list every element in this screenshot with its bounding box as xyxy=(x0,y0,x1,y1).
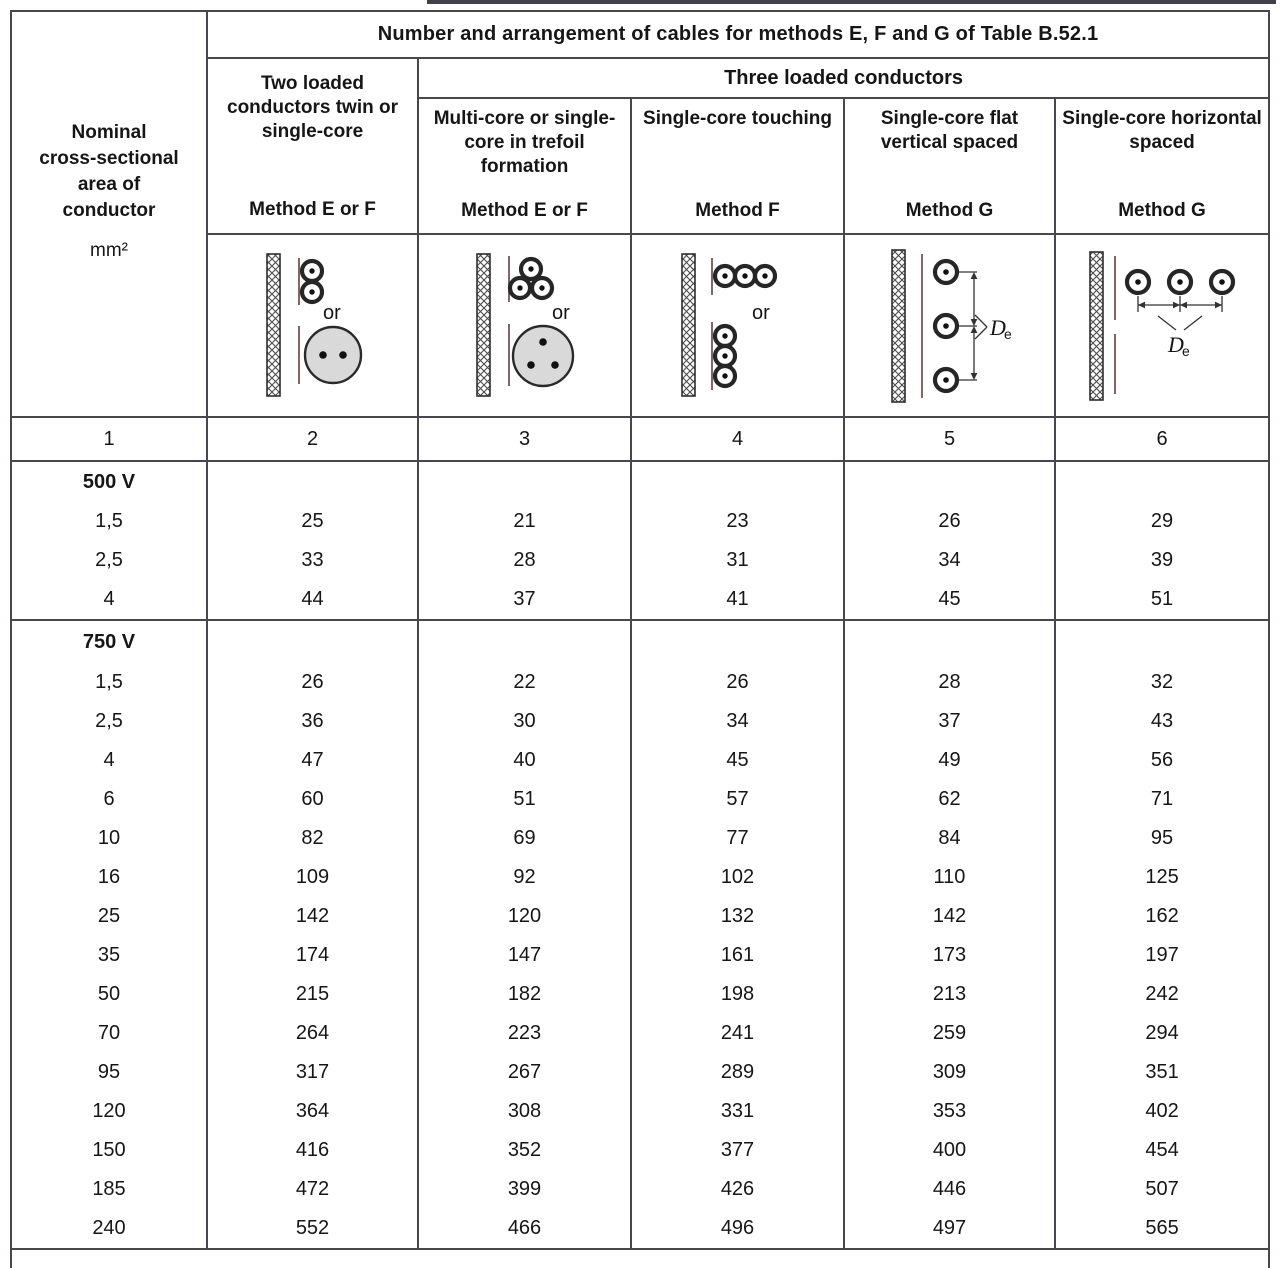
column-number: 3 xyxy=(418,417,631,461)
scan-artifact-line xyxy=(427,0,1276,4)
value-cell: 565 xyxy=(1055,1209,1269,1249)
diagram-cell xyxy=(631,234,844,417)
value-cell: 241 xyxy=(631,1014,844,1053)
column-number: 1 xyxy=(11,417,207,461)
value-cell: 197 xyxy=(1055,936,1269,975)
value-cell: 45 xyxy=(844,580,1055,620)
value-cell: 29 xyxy=(1055,502,1269,541)
size-cell: 4 xyxy=(11,580,207,620)
column-number-row xyxy=(11,417,1269,461)
value-cell: 142 xyxy=(844,897,1055,936)
table-row xyxy=(11,1131,1269,1170)
value-cell: 49 xyxy=(844,741,1055,780)
de-dimension-label: D xyxy=(989,314,1006,340)
size-cell: 70 xyxy=(11,1014,207,1053)
value-cell: 364 xyxy=(207,1092,418,1131)
value-cell: 37 xyxy=(418,580,631,620)
title-row xyxy=(11,11,1269,58)
size-cell: 16 xyxy=(11,858,207,897)
value-cell: 21 xyxy=(418,502,631,541)
value-cell: 223 xyxy=(418,1014,631,1053)
size-cell: 150 xyxy=(11,1131,207,1170)
value-cell: 26 xyxy=(631,663,844,702)
three-loaded-header: Three loaded conductors xyxy=(418,58,1269,98)
value-cell: 213 xyxy=(844,975,1055,1014)
or-label: or xyxy=(751,301,770,324)
col6-header-cell xyxy=(1055,98,1269,234)
value-cell: 352 xyxy=(418,1131,631,1170)
table-main-title: Number and arrangement of cables for methods E, F and G of Table B.52.1 xyxy=(207,11,1269,58)
value-cell: 331 xyxy=(631,1092,844,1131)
cable-capacity-table xyxy=(10,10,1270,1268)
value-cell: 44 xyxy=(207,580,418,620)
col1-header-cell xyxy=(11,11,207,417)
empty-cell xyxy=(207,461,418,502)
table-row xyxy=(11,702,1269,741)
empty-cell xyxy=(844,461,1055,502)
col1-title-line: Nominal xyxy=(71,122,147,143)
size-cell: 1,5 xyxy=(11,502,207,541)
size-cell: 6 xyxy=(11,780,207,819)
empty-cell xyxy=(418,620,631,663)
col1-title-line: cross-sectional xyxy=(39,148,179,169)
single-core-touching-diagram xyxy=(634,238,842,414)
value-cell: 69 xyxy=(418,819,631,858)
value-cell: 472 xyxy=(207,1170,418,1209)
value-cell: 28 xyxy=(844,663,1055,702)
value-cell: 309 xyxy=(844,1053,1055,1092)
value-cell: 377 xyxy=(631,1131,844,1170)
table-row xyxy=(11,936,1269,975)
value-cell: 62 xyxy=(844,780,1055,819)
value-cell: 71 xyxy=(1055,780,1269,819)
col4-header-cell xyxy=(631,98,844,234)
empty-cell xyxy=(631,620,844,663)
value-cell: 34 xyxy=(631,702,844,741)
column-number: 6 xyxy=(1055,417,1269,461)
col6-method-label: Method G xyxy=(1118,200,1206,221)
value-cell: 40 xyxy=(418,741,631,780)
col4-header-label: Single-core touching xyxy=(643,108,832,129)
value-cell: 289 xyxy=(631,1053,844,1092)
value-cell: 308 xyxy=(418,1092,631,1131)
value-cell: 102 xyxy=(631,858,844,897)
size-cell: 25 xyxy=(11,897,207,936)
value-cell: 552 xyxy=(207,1209,418,1249)
value-cell: 109 xyxy=(207,858,418,897)
section-title: 750 V xyxy=(11,620,207,663)
de-dimension-subscript: e xyxy=(1182,342,1190,359)
de-dimension-label: D xyxy=(1168,331,1184,357)
single-core-vertical-spaced-diagram xyxy=(846,238,1054,414)
value-cell: 182 xyxy=(418,975,631,1014)
value-cell: 60 xyxy=(207,780,418,819)
value-cell: 37 xyxy=(844,702,1055,741)
value-cell: 26 xyxy=(844,502,1055,541)
col3-header-label: Multi-core or single-core in trefoil formation xyxy=(433,108,616,177)
value-cell: 317 xyxy=(207,1053,418,1092)
value-cell: 215 xyxy=(207,975,418,1014)
table-footer-stub xyxy=(11,1249,1269,1268)
value-cell: 56 xyxy=(1055,741,1269,780)
value-cell: 33 xyxy=(207,541,418,580)
value-cell: 507 xyxy=(1055,1170,1269,1209)
value-cell: 162 xyxy=(1055,897,1269,936)
size-cell: 35 xyxy=(11,936,207,975)
value-cell: 242 xyxy=(1055,975,1269,1014)
size-cell: 2,5 xyxy=(11,702,207,741)
size-cell: 4 xyxy=(11,741,207,780)
value-cell: 31 xyxy=(631,541,844,580)
value-cell: 174 xyxy=(207,936,418,975)
wall-hatch-icon xyxy=(477,254,490,396)
empty-cell xyxy=(1055,461,1269,502)
single-core-horizontal-spaced-diagram xyxy=(1058,238,1266,414)
size-cell: 2,5 xyxy=(11,541,207,580)
or-label: or xyxy=(551,301,570,324)
value-cell: 173 xyxy=(844,936,1055,975)
value-cell: 45 xyxy=(631,741,844,780)
cutoff-footer-cell xyxy=(11,1249,1269,1268)
table-row xyxy=(11,663,1269,702)
table-row xyxy=(11,780,1269,819)
value-cell: 39 xyxy=(1055,541,1269,580)
value-cell: 22 xyxy=(418,663,631,702)
section-header-row xyxy=(11,461,1269,502)
table-row xyxy=(11,897,1269,936)
value-cell: 32 xyxy=(1055,663,1269,702)
value-cell: 294 xyxy=(1055,1014,1269,1053)
value-cell: 36 xyxy=(207,702,418,741)
de-dimension-subscript: e xyxy=(1003,325,1012,342)
diagram-cell xyxy=(844,234,1055,417)
diagram-cell xyxy=(418,234,631,417)
value-cell: 259 xyxy=(844,1014,1055,1053)
size-cell: 185 xyxy=(11,1170,207,1209)
value-cell: 497 xyxy=(844,1209,1055,1249)
column-number: 4 xyxy=(631,417,844,461)
value-cell: 26 xyxy=(207,663,418,702)
col1-title-line: area of xyxy=(77,174,141,195)
value-cell: 47 xyxy=(207,741,418,780)
value-cell: 110 xyxy=(844,858,1055,897)
value-cell: 132 xyxy=(631,897,844,936)
col1-title-line: conductor xyxy=(62,200,156,221)
wall-hatch-icon xyxy=(682,254,695,396)
wall-hatch-icon xyxy=(1090,252,1103,400)
table-row xyxy=(11,1209,1269,1249)
value-cell: 43 xyxy=(1055,702,1269,741)
value-cell: 142 xyxy=(207,897,418,936)
table-row xyxy=(11,541,1269,580)
size-cell: 1,5 xyxy=(11,663,207,702)
two-loaded-cables-diagram xyxy=(209,238,417,414)
value-cell: 198 xyxy=(631,975,844,1014)
value-cell: 51 xyxy=(418,780,631,819)
col1-unit-label: mm² xyxy=(90,240,128,261)
empty-cell xyxy=(418,461,631,502)
col5-method-label: Method G xyxy=(905,200,994,221)
value-cell: 267 xyxy=(418,1053,631,1092)
value-cell: 416 xyxy=(207,1131,418,1170)
value-cell: 496 xyxy=(631,1209,844,1249)
empty-cell xyxy=(1055,620,1269,663)
value-cell: 454 xyxy=(1055,1131,1269,1170)
col2-header-cell xyxy=(207,58,418,234)
value-cell: 351 xyxy=(1055,1053,1269,1092)
table-row xyxy=(11,502,1269,541)
value-cell: 95 xyxy=(1055,819,1269,858)
size-cell: 95 xyxy=(11,1053,207,1092)
value-cell: 426 xyxy=(631,1170,844,1209)
value-cell: 84 xyxy=(844,819,1055,858)
table-row xyxy=(11,819,1269,858)
col5-header-label: Single-core flat vertical spaced xyxy=(880,108,1019,153)
value-cell: 41 xyxy=(631,580,844,620)
size-cell: 120 xyxy=(11,1092,207,1131)
empty-cell xyxy=(631,461,844,502)
table-row xyxy=(11,1053,1269,1092)
col3-method-label: Method E or F xyxy=(461,200,588,221)
value-cell: 77 xyxy=(631,819,844,858)
value-cell: 264 xyxy=(207,1014,418,1053)
value-cell: 28 xyxy=(418,541,631,580)
col3-header-cell xyxy=(418,98,631,234)
wall-hatch-icon xyxy=(267,254,280,396)
empty-cell xyxy=(207,620,418,663)
value-cell: 51 xyxy=(1055,580,1269,620)
value-cell: 92 xyxy=(418,858,631,897)
col4-method-label: Method F xyxy=(695,200,780,221)
section-header-row xyxy=(11,620,1269,663)
col5-header-cell xyxy=(844,98,1055,234)
value-cell: 399 xyxy=(418,1170,631,1209)
table-row xyxy=(11,1092,1269,1131)
value-cell: 82 xyxy=(207,819,418,858)
size-cell: 50 xyxy=(11,975,207,1014)
value-cell: 161 xyxy=(631,936,844,975)
size-cell: 10 xyxy=(11,819,207,858)
table-row xyxy=(11,1170,1269,1209)
column-number: 5 xyxy=(844,417,1055,461)
value-cell: 23 xyxy=(631,502,844,541)
col6-header-label: Single-core horizontal spaced xyxy=(1062,108,1262,153)
col2-method-label: Method E or F xyxy=(249,199,376,220)
value-cell: 120 xyxy=(418,897,631,936)
section-title: 500 V xyxy=(11,461,207,502)
table-row xyxy=(11,1014,1269,1053)
value-cell: 402 xyxy=(1055,1092,1269,1131)
table-row xyxy=(11,580,1269,620)
or-label: or xyxy=(322,301,341,324)
value-cell: 57 xyxy=(631,780,844,819)
diagram-cell xyxy=(1055,234,1269,417)
value-cell: 147 xyxy=(418,936,631,975)
size-cell: 240 xyxy=(11,1209,207,1249)
value-cell: 34 xyxy=(844,541,1055,580)
col2-header-label: Two loaded conductors twin or single-core xyxy=(227,73,398,142)
table-row xyxy=(11,975,1269,1014)
value-cell: 446 xyxy=(844,1170,1055,1209)
trefoil-cables-diagram xyxy=(421,238,629,414)
value-cell: 30 xyxy=(418,702,631,741)
wall-hatch-icon xyxy=(892,250,905,402)
column-number: 2 xyxy=(207,417,418,461)
table-row xyxy=(11,741,1269,780)
value-cell: 466 xyxy=(418,1209,631,1249)
value-cell: 25 xyxy=(207,502,418,541)
empty-cell xyxy=(844,620,1055,663)
value-cell: 353 xyxy=(844,1092,1055,1131)
value-cell: 400 xyxy=(844,1131,1055,1170)
value-cell: 125 xyxy=(1055,858,1269,897)
table-row xyxy=(11,858,1269,897)
diagram-cell xyxy=(207,234,418,417)
